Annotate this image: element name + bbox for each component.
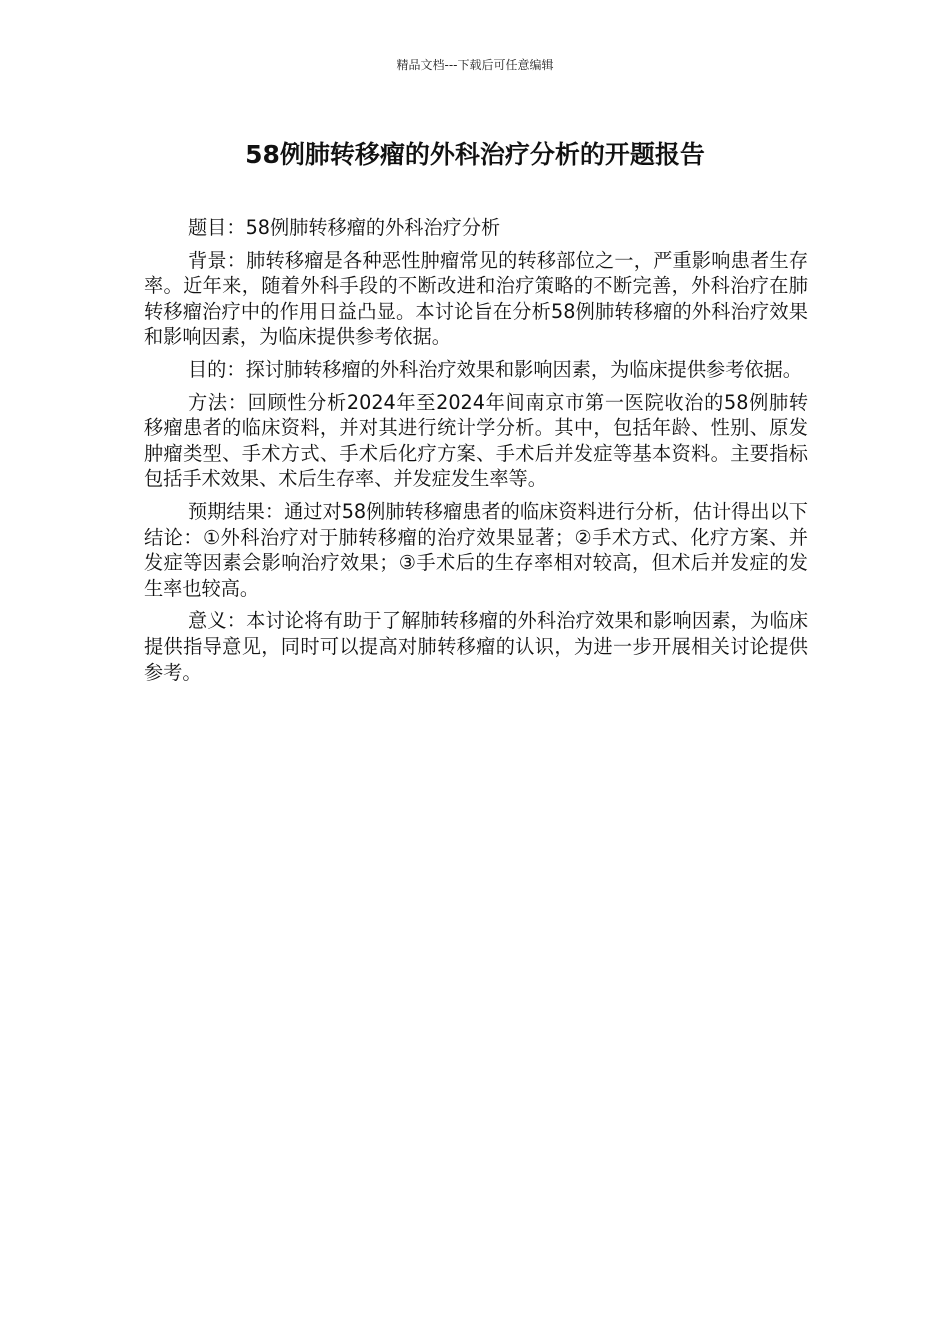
section-topic (144, 215, 808, 241)
section-expected-results (144, 499, 808, 601)
section-background (144, 248, 808, 350)
section-background-text: 肺转移瘤是各种恶性肿瘤常见的转移部位之一，严重影响患者生存率。近年来，随着外科手段的不断改进和治疗策略的不断完善，外科治疗在肺转移瘤治疗中的作用日益凸显。本讨论旨在分析58例肺转移瘤的外科治疗效果和影响因素，为临床提供参考依据。 (144, 248, 809, 349)
section-expected-results-label: 预期结果： (188, 499, 285, 523)
section-objective-label: 目的： (188, 357, 246, 381)
section-method (144, 390, 808, 492)
section-method-label: 方法： (188, 390, 248, 414)
section-objective-text: 探讨肺转移瘤的外科治疗效果和影响因素，为临床提供参考依据。 (245, 357, 802, 381)
section-background-label: 背景： (188, 248, 247, 272)
section-expected-results-text: 通过对58例肺转移瘤患者的临床资料进行分析，估计得出以下结论：①外科治疗对于肺转移瘤的治疗效果显著；②手术方式、化疗方案、并发症等因素会影响治疗效果；③手术后的生存率相对较高，但术后并发症的发生率也较高。 (144, 499, 808, 600)
section-topic-label: 题目： (188, 216, 246, 239)
section-method-text: 回顾性分析2024年至2024年间南京市第一医院收治的58例肺转移瘤患者的临床资料，并对其进行统计学分析。其中，包括年龄、性别、原发肿瘤类型、手术方式、手术后化疗方案、手术后并发症等基本资料。主要指标包括手术效果、术后生存率、并发症发生率等。 (144, 390, 809, 491)
document-body (144, 215, 808, 692)
section-significance-text: 本讨论将有助于了解肺转移瘤的外科治疗效果和影响因素，为临床提供指导意见，同时可以提高对肺转移瘤的认识，为进一步开展相关讨论提供参考。 (144, 609, 809, 684)
section-topic-text: 58例肺转移瘤的外科治疗分析 (245, 216, 501, 239)
page-header: 精品文档---下载后可任意编辑 (396, 58, 554, 72)
section-objective (144, 357, 808, 383)
section-significance-label: 意义： (188, 609, 247, 633)
section-significance (144, 608, 808, 685)
document-title: 58例肺转移瘤的外科治疗分析的开题报告 (245, 140, 705, 169)
